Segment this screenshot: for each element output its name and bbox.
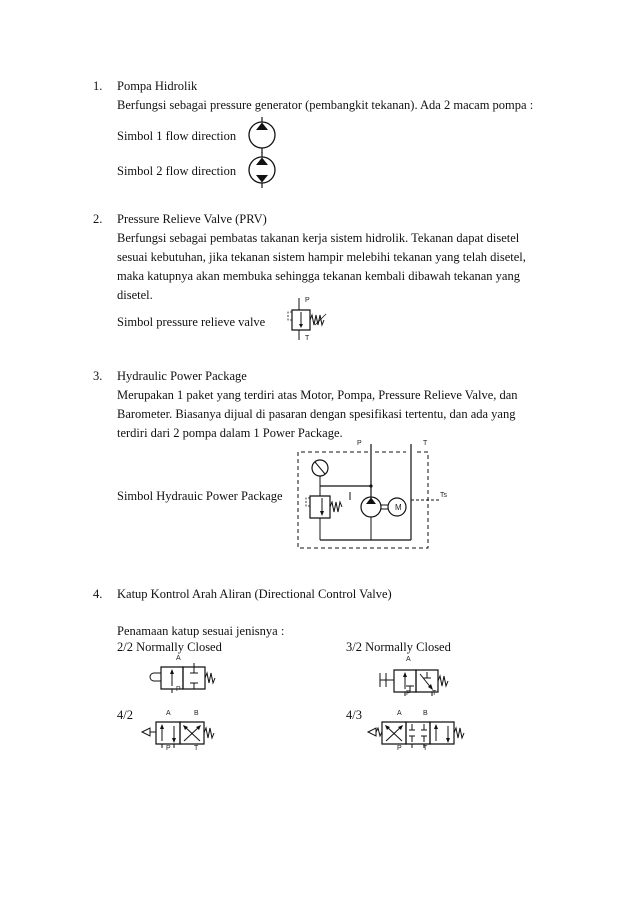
- port-p-label: P: [305, 297, 310, 304]
- port-t-label: T: [305, 335, 310, 342]
- port-a-label: A: [397, 710, 402, 717]
- port-p-label: P: [357, 440, 362, 447]
- section-number: 4.: [93, 587, 103, 601]
- section-number: 2.: [93, 212, 103, 226]
- prv-symbol-label: Simbol pressure relieve valve: [117, 315, 266, 329]
- section-title: Hydraulic Power Package: [117, 369, 247, 383]
- valve-32-label: 3/2 Normally Closed: [346, 640, 451, 654]
- hpp-symbol-label: Simbol Hydrauic Power Package: [117, 489, 283, 503]
- port-b-label: B: [194, 710, 199, 717]
- hydraulic-power-package-icon: [290, 440, 450, 555]
- valve-22-label: 2/2 Normally Closed: [117, 640, 222, 654]
- pump-symbol1-label: Simbol 1 flow direction: [117, 129, 237, 143]
- valve-43-label: 4/3: [346, 708, 362, 722]
- section-number: 3.: [93, 369, 103, 383]
- dcv-naming-label: Penamaan katup sesuai jenisnya :: [117, 624, 285, 638]
- port-t-label: T: [423, 745, 428, 752]
- port-a-label: A: [176, 655, 181, 662]
- section-description: Berfungsi sebagai pembatas takanan kerja sistem hidrolik. Tekanan dapat disetel sesuai kebutuhan, jika tekanan sistem hampir melebihi tekanan yang telah disetel, maka katupnya akan membuka sehingga tekanan kembali dibawah tekanan yang disetel.: [117, 231, 526, 302]
- valve-22-normally-closed-icon: [145, 655, 220, 695]
- section-title: Pressure Relieve Valve (PRV): [117, 212, 267, 226]
- valve-42-label: 4/2: [117, 708, 133, 722]
- section-number: 1.: [93, 79, 103, 93]
- valve-42-icon: [140, 718, 215, 750]
- port-b-label: B: [423, 710, 428, 717]
- section-title: Pompa Hidrolik: [117, 79, 198, 93]
- section-title: Katup Kontrol Arah Aliran (Directional Control Valve): [117, 587, 392, 601]
- pump-two-direction-icon: [245, 150, 279, 190]
- port-p-label: P: [406, 690, 411, 697]
- port-a-label: A: [406, 656, 411, 663]
- port-t-label: T: [432, 690, 437, 697]
- pump-symbol2-label: Simbol 2 flow direction: [117, 164, 237, 178]
- motor-label: M: [395, 503, 402, 512]
- pump-one-direction-icon: [245, 115, 279, 155]
- valve-32-normally-closed-icon: [378, 658, 453, 698]
- valve-43-icon: [366, 718, 466, 750]
- port-p-label: P: [397, 745, 402, 752]
- port-p-label: P: [166, 745, 171, 752]
- port-t-label: T: [423, 440, 428, 447]
- port-a-label: A: [166, 710, 171, 717]
- port-t-label: T: [194, 745, 199, 752]
- port-p-label: P: [176, 686, 181, 693]
- section-description: Berfungsi sebagai pressure generator (pembangkit tekanan). Ada 2 macam pompa :: [117, 98, 534, 112]
- section-description: Merupakan 1 paket yang terdiri atas Motor, Pompa, Pressure Relieve Valve, dan Barometer. Biasanya dijual di pasaran dengan spesifikasi tertentu, dan ada yang terdiri dari 2 pompa dalam 1 Power Package.: [117, 388, 518, 440]
- port-ts-label: Ts: [440, 492, 447, 499]
